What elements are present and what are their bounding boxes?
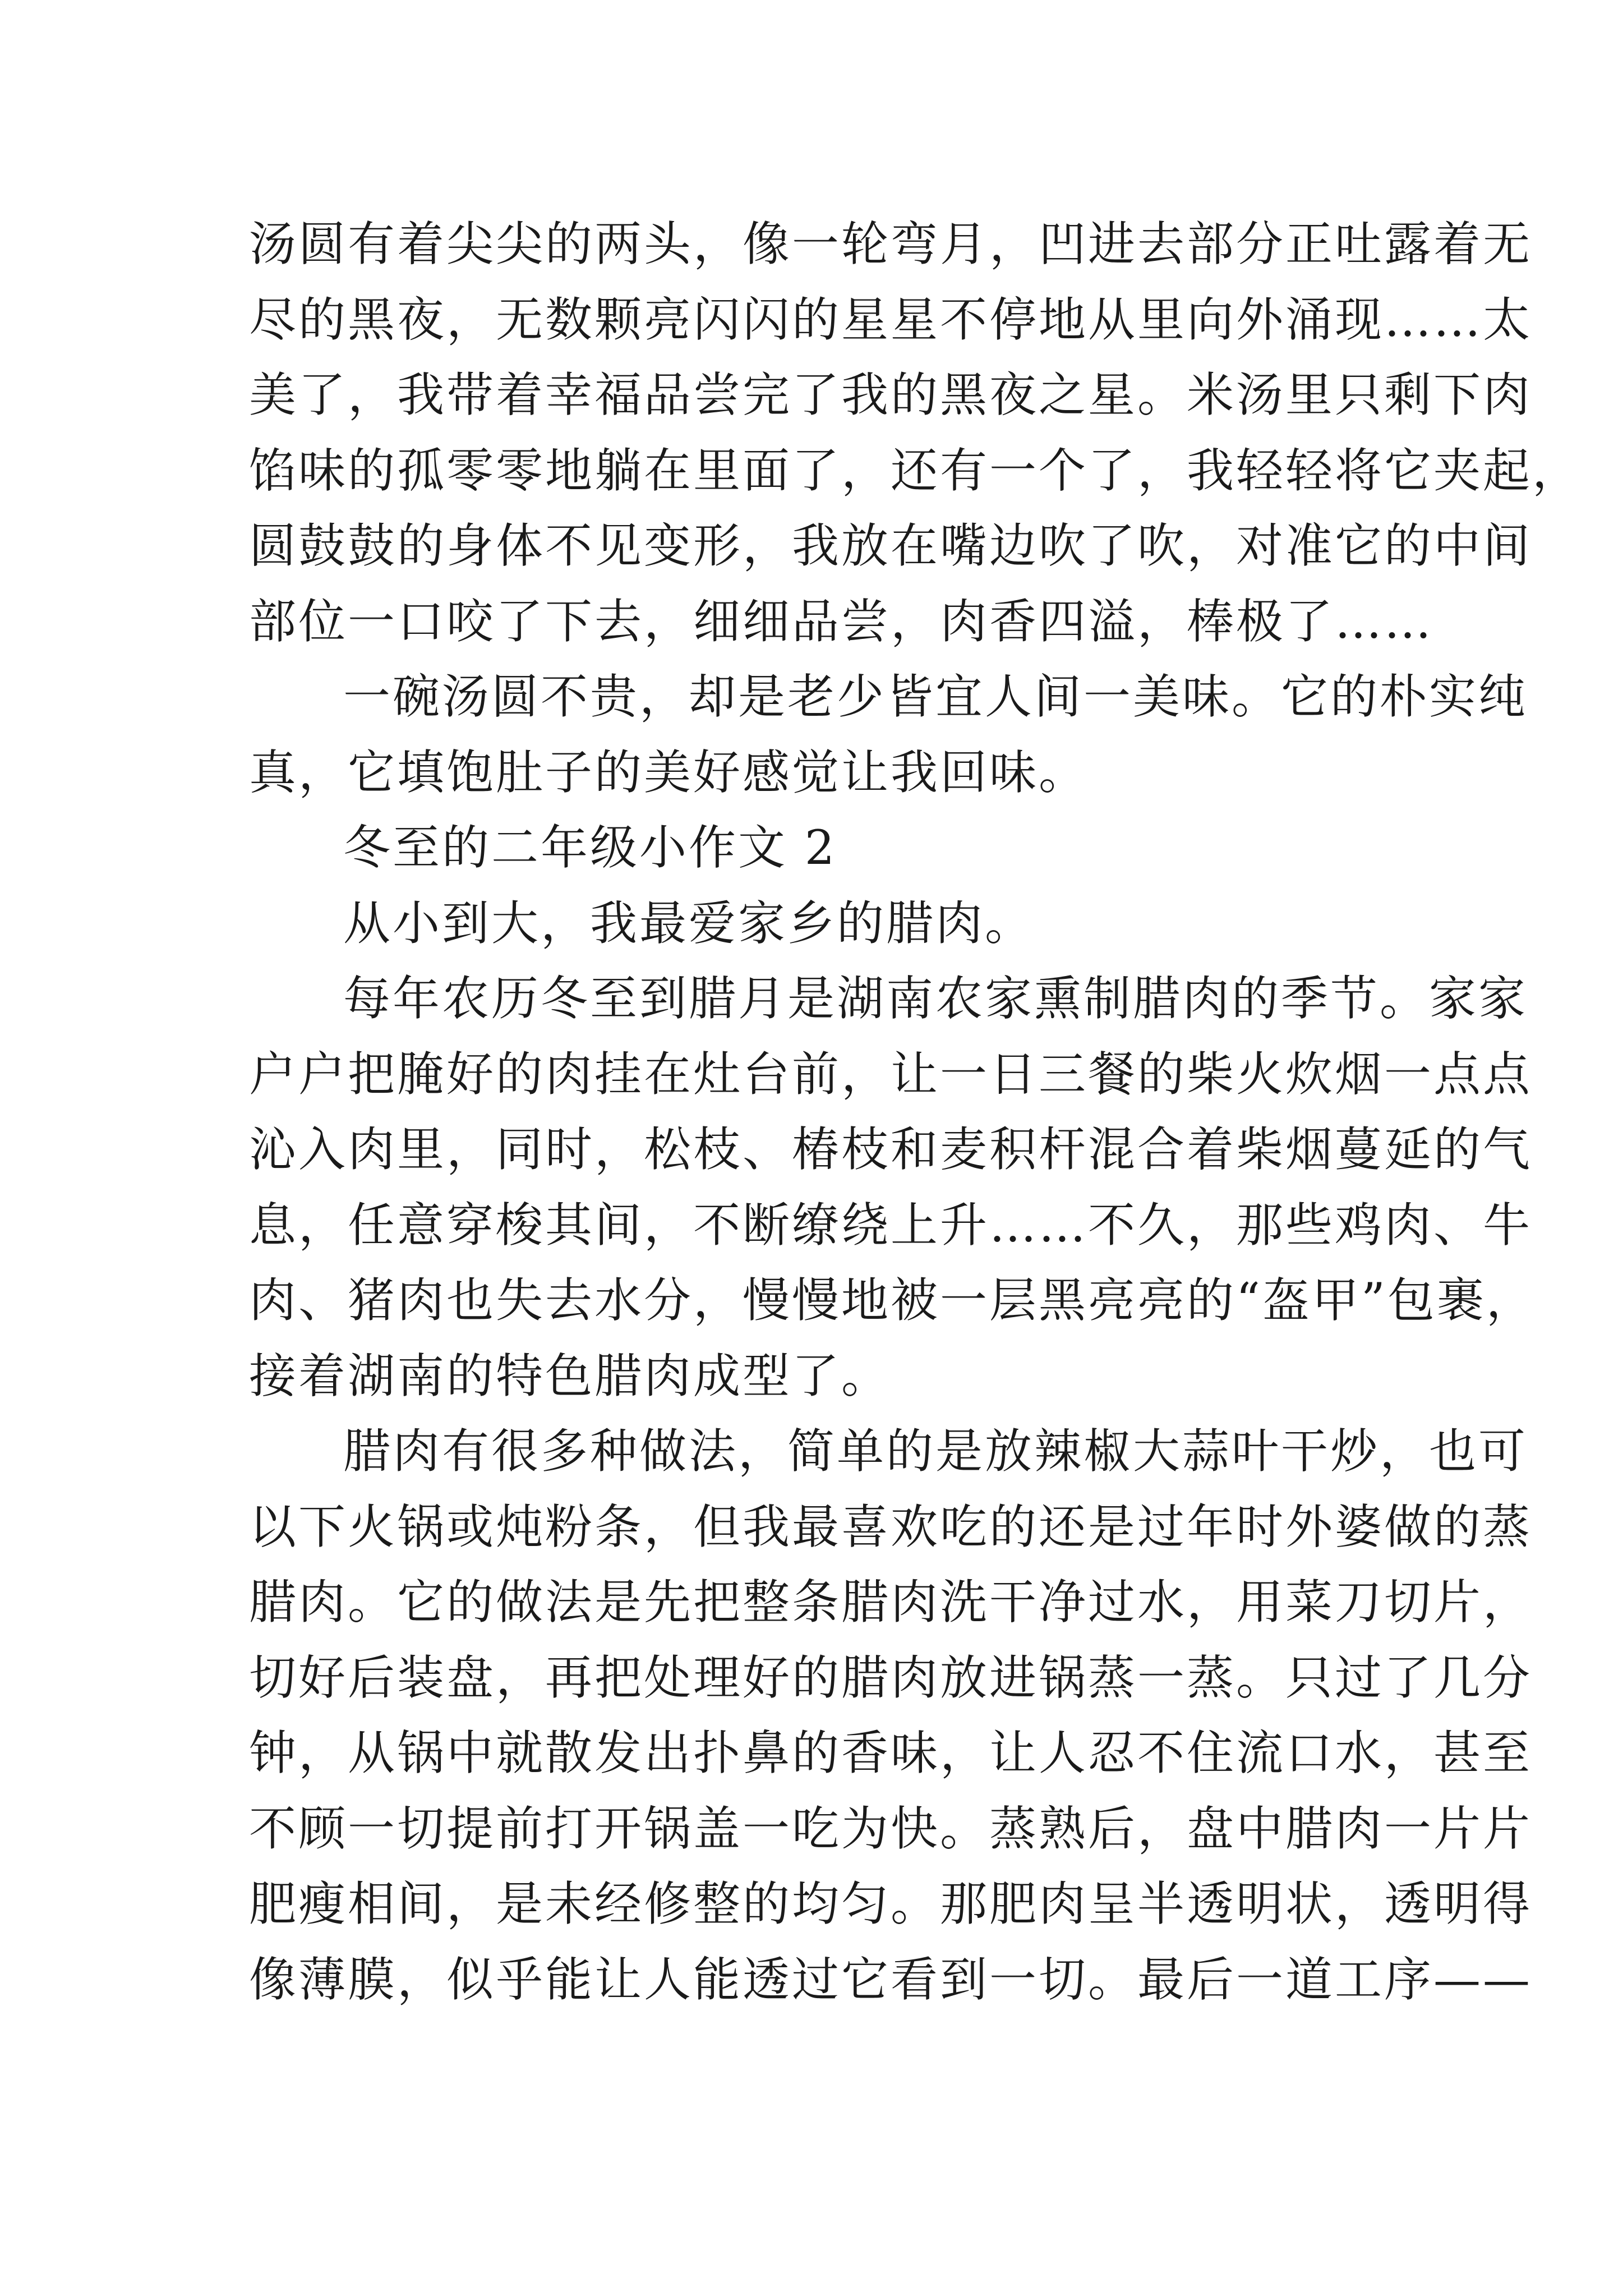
document-body xyxy=(249,206,1582,2017)
text-line: 馅味的孤零零地躺在里面了，还有一个了，我轻轻将它夹起， xyxy=(249,443,1582,498)
text-line: 圆鼓鼓的身体不见变形，我放在嘴边吹了吹，对准它的中间 xyxy=(249,518,1533,573)
text-line: 不顾一切提前打开锅盖一吃为快。蒸熟后，盘中腊肉一片片 xyxy=(249,1801,1533,1856)
text-line: 尽的黑夜，无数颗亮闪闪的星星不停地从里向外涌现……太 xyxy=(249,292,1533,347)
text-line: 一碗汤圆不贵，却是老少皆宜人间一美味。它的朴实纯 xyxy=(343,669,1528,724)
text-line: 切好后装盘，再把处理好的腊肉放进锅蒸一蒸。只过了几分 xyxy=(249,1650,1533,1705)
text-line: 以下火锅或炖粉条，但我最喜欢吃的还是过年时外婆做的蒸 xyxy=(249,1499,1533,1554)
text-line: 真，它填饱肚子的美好感觉让我回味。 xyxy=(249,744,1089,800)
text-line: 从小到大，我最爱家乡的腊肉。 xyxy=(343,895,1035,951)
text-line: 肉、猪肉也失去水分，慢慢地被一层黑亮亮的“盔甲”包裹， xyxy=(249,1273,1536,1328)
text-line: 接着湖南的特色腊肉成型了。 xyxy=(249,1348,891,1404)
text-line: 像薄膜，似乎能让人能透过它看到一切。最后一道工序—— xyxy=(249,1952,1533,2007)
text-line: 汤圆有着尖尖的两头，像一轮弯月，凹进去部分正吐露着无 xyxy=(249,217,1533,272)
text-line: 沁入肉里，同时，松枝、椿枝和麦积杆混合着柴烟蔓延的气 xyxy=(249,1122,1533,1177)
text-line: 腊肉。它的做法是先把整条腊肉洗干净过水，用菜刀切片， xyxy=(249,1575,1533,1630)
text-line: 每年农历冬至到腊月是湖南农家熏制腊肉的季节。家家 xyxy=(343,971,1528,1026)
text-line: 肥瘦相间，是未经修整的均匀。那肥肉呈半透明状，透明得 xyxy=(249,1876,1533,1931)
text-line: 息，任意穿梭其间，不断缭绕上升……不久，那些鸡肉、牛 xyxy=(249,1197,1533,1253)
text-line: 冬至的二年级小作文 2 xyxy=(343,820,837,875)
text-line: 腊肉有很多种做法，简单的是放辣椒大蒜叶干炒，也可 xyxy=(343,1424,1528,1479)
text-line: 户户把腌好的肉挂在灶台前，让一日三餐的柴火炊烟一点点 xyxy=(249,1046,1533,1102)
text-line: 美了，我带着幸福品尝完了我的黑夜之星。米汤里只剩下肉 xyxy=(249,367,1533,422)
text-line: 部位一口咬了下去，细细品尝，肉香四溢，棒极了…… xyxy=(249,593,1434,649)
text-line: 钟，从锅中就散发出扑鼻的香味，让人忍不住流口水，甚至 xyxy=(249,1726,1533,1780)
